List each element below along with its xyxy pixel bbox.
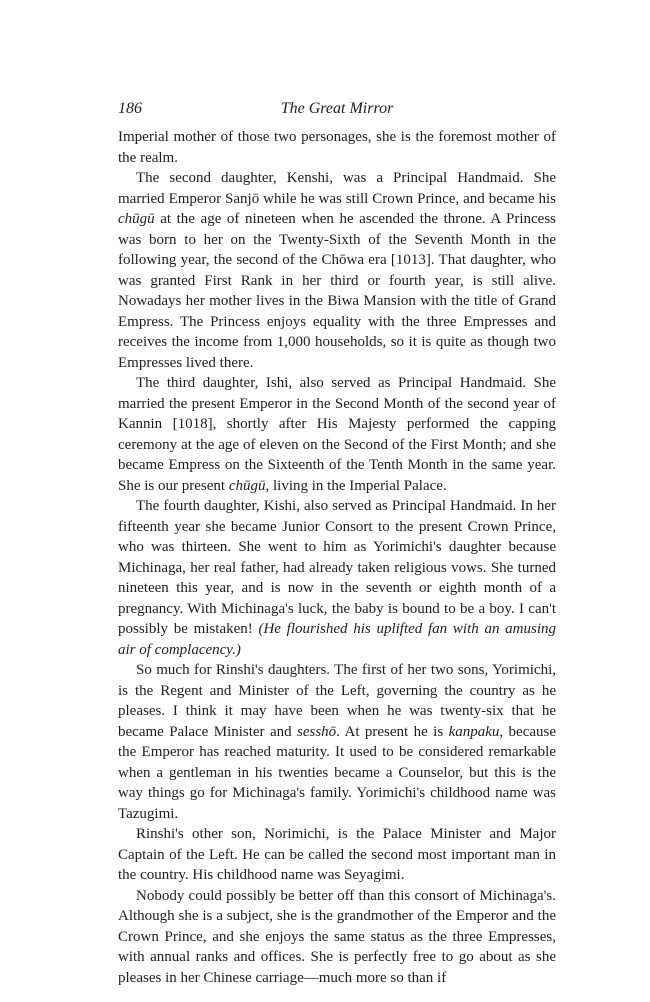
text-segment: The second daughter, Kenshi, was a Principal Handmaid. She married Emperor Sanjō while he was still Crown Prince, and became his	[118, 170, 556, 207]
text-segment: The fourth daughter, Kishi, also served as Principal Handmaid. In her fifteenth year she became Junior Consort to the present Crown Prince, who was thirteen. She went to him as Yorimichi's daughter because Michinaga, her real father, had already taken religious vows. She turned nineteen this year, and is now in the seventh or eighth month of a pregnancy. With Michinaga's luck, the baby is bound to be a boy. I can't possibly be mistaken!	[118, 498, 556, 637]
paragraph-4	[118, 496, 556, 660]
italic-term: chūgū	[118, 211, 155, 227]
text-segment: So much for Rinshi's daughters. The first of her two sons, Yorimichi, is the Regent and Minister of the Left, governing the country as he pleases. I think it may have been when he was twenty-six that he became Palace Minister and	[118, 662, 556, 740]
running-head	[118, 100, 556, 124]
italic-term: sesshō	[297, 723, 337, 740]
paragraph-7	[118, 886, 556, 989]
text-segment: . At present he is	[336, 723, 449, 740]
running-title: The Great Mirror	[280, 100, 394, 117]
text-segment: , because the Emperor has reached maturity. It used to be considered remarkable when a gentleman in his twenties became a Counselor, but this is the way things go for Michinaga's family. Yorimichi's childhood name was Tazugimi.	[118, 723, 557, 822]
text-segment: Nobody could possibly be better off than this consort of Michinaga's. Although she is a subject, she is the grandmother of the Emperor and the Crown Prince, and she enjoys the same status as the three Empresses, with annual ranks and offices. She is perfectly free to go about as she pleases in her Chinese carriage—much more so than if	[118, 887, 556, 986]
italic-aside: (He flourished his uplifted fan with an amusing air of complacency.)	[118, 621, 557, 658]
paragraph-1	[118, 127, 556, 168]
paragraph-5	[118, 660, 556, 824]
text-segment: , living in the Imperial Palace.	[265, 477, 447, 494]
paragraph-6	[118, 824, 556, 886]
paragraph-2	[118, 168, 556, 373]
paragraph-3	[118, 373, 556, 496]
text-segment: The third daughter, Ishi, also served as Principal Handmaid. She married the present Emperor in the Second Month of the second year of Kannin [1018], shortly after His Majesty performed the capping ceremony at the age of eleven on the Second of the First Month; and she became Empress on the Sixteenth of the Tenth Month in the same year. She is our present	[118, 375, 556, 494]
text-segment: Rinshi's other son, Norimichi, is the Palace Minister and Major Captain of the Left. He can be called the second most important man in the country. His childhood name was Seyagimi.	[118, 826, 556, 883]
body-text	[118, 127, 556, 988]
italic-term: kanpaku	[448, 723, 500, 740]
page-number: 186	[118, 100, 142, 117]
italic-term: chūgū	[228, 477, 266, 494]
text-segment: at the age of nineteen when he ascended the throne. A Princess was born to her on the Twenty-Sixth of the Seventh Month in the following year, the second of the Chōwa era [1013]. That daughter, who was granted First Rank in her third or fourth year, is still alive. Nowadays her mother lives in the Biwa Mansion with the title of Grand Empress. The Princess enjoys equality with the three Empresses and receives the income from 1,000 households, so it is quite as though two Empresses lived there.	[118, 211, 556, 371]
text-segment: Imperial mother of those two personages, she is the foremost mother of the realm.	[118, 129, 556, 166]
